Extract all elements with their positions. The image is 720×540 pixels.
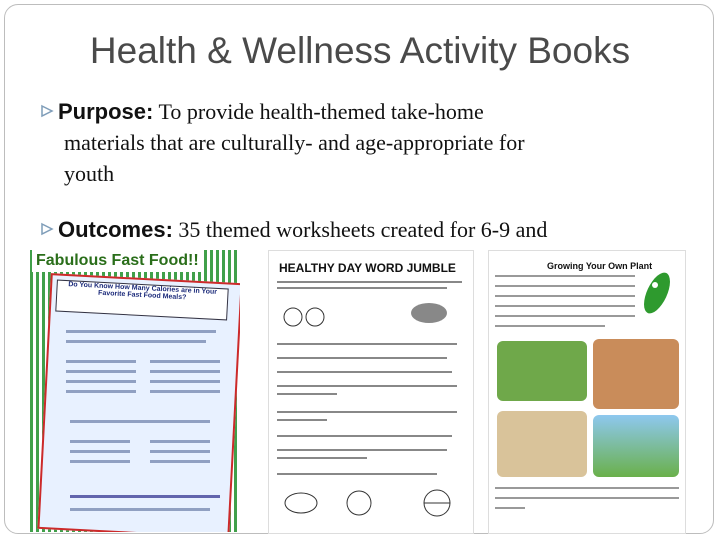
text-line <box>277 287 447 289</box>
pea-pods-picture <box>497 341 587 401</box>
page-title: Health & Wellness Activity Books <box>89 30 631 71</box>
bullet-arrow-icon <box>40 104 54 118</box>
text-line <box>277 385 457 387</box>
text-line <box>66 380 136 383</box>
text-line <box>277 457 367 459</box>
food-and-ball-illustration-icon <box>279 485 464 521</box>
text-line <box>150 360 220 363</box>
gardening-tools-picture <box>497 411 587 477</box>
bullet-arrow-icon <box>40 222 54 236</box>
text-line <box>277 371 452 373</box>
text-line <box>495 305 635 307</box>
text-line <box>277 435 452 437</box>
text-line <box>150 370 220 373</box>
text-line <box>70 450 130 453</box>
text-line <box>495 325 605 327</box>
text-line <box>66 390 136 393</box>
text-line <box>150 450 210 453</box>
outcomes-bullet <box>44 214 664 245</box>
outcomes-text: 35 themed worksheets created for 6-9 and <box>172 217 548 242</box>
text-line <box>66 340 206 343</box>
text-line <box>150 440 210 443</box>
text-line <box>495 295 635 297</box>
text-line <box>277 357 447 359</box>
text-line <box>277 449 447 451</box>
text-line <box>277 473 437 475</box>
text-line <box>495 315 635 317</box>
worksheet-title: HEALTHY DAY WORD JUMBLE <box>279 261 456 275</box>
worksheet-title: Fabulous Fast Food!! <box>32 250 203 272</box>
text-line <box>277 343 457 345</box>
text-line <box>66 370 136 373</box>
purpose-continued-2: youth <box>64 161 115 186</box>
text-line <box>495 487 679 489</box>
worksheet-title: Growing Your Own Plant <box>547 261 653 271</box>
text-line <box>70 508 210 511</box>
text-line <box>66 360 136 363</box>
text-line <box>495 507 525 509</box>
text-line <box>277 411 457 413</box>
text-line <box>277 419 327 421</box>
rainbow-plant-picture <box>593 415 679 477</box>
text-line <box>70 495 220 498</box>
text-line <box>70 460 130 463</box>
text-line <box>70 440 130 443</box>
text-line <box>70 420 210 423</box>
text-line <box>495 497 679 499</box>
text-line <box>66 330 216 333</box>
pea-pod-character-icon <box>635 267 681 317</box>
text-line <box>150 390 220 393</box>
text-line <box>150 380 220 383</box>
worksheet-thumbnail-word-jumble <box>268 250 474 534</box>
worksheet-thumbnail-fast-food <box>30 250 240 532</box>
purpose-label: Purpose: <box>58 99 154 124</box>
child-planting-picture <box>593 339 679 409</box>
text-line <box>150 460 210 463</box>
text-line <box>495 285 635 287</box>
text-line <box>277 393 337 395</box>
purpose-continued-1: materials that are culturally- and age-appropriate for <box>64 130 525 155</box>
text-line <box>277 281 462 283</box>
fruit-illustration-icon <box>279 295 464 335</box>
outcomes-label: Outcomes: <box>58 217 173 242</box>
worksheet-subtitle: Do You Know How Many Calories are in Your Favorite Fast Food Meals? <box>55 280 228 321</box>
text-line <box>495 275 635 277</box>
purpose-text: To provide health-themed take-home <box>153 99 484 124</box>
purpose-bullet <box>44 96 644 189</box>
worksheet-thumbnail-growing-plant <box>488 250 686 534</box>
